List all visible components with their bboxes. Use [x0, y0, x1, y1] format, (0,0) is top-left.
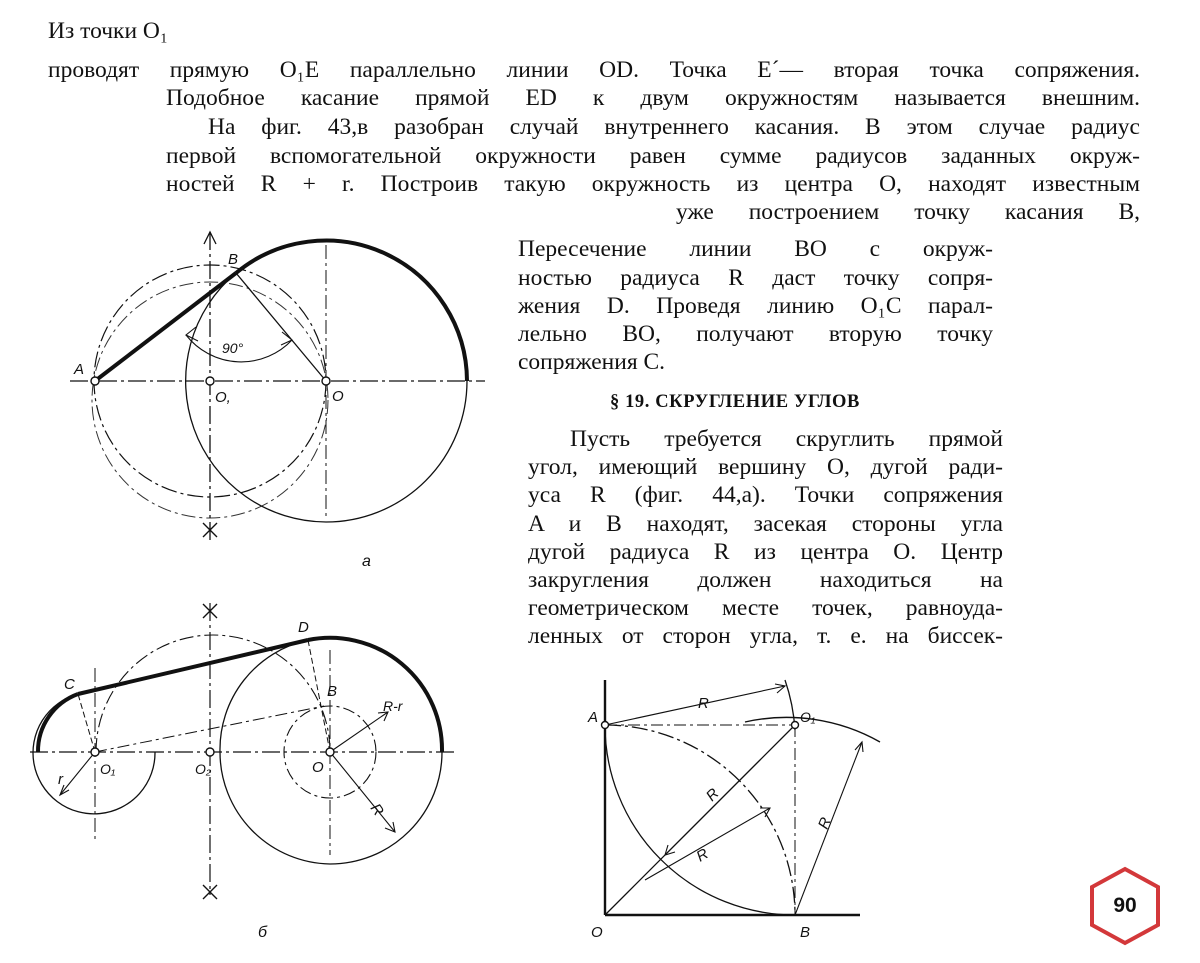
para-line-5: дугой радиуса R из центра O. Центр — [528, 539, 1003, 565]
fig-b-label-D: D — [298, 619, 309, 636]
fig-c-label-R2: R — [702, 785, 723, 805]
fig-b-label-O: O — [312, 759, 324, 776]
para-line-6: закругления должен находиться на — [528, 567, 1003, 593]
text-line-1: Из точки O₁ — [48, 18, 169, 44]
para-line-8: ленных от сторон угла, т. е. на биссек- — [528, 623, 1003, 649]
fig-a-caption: a — [362, 553, 371, 570]
text-line-5: первой вспомогательной окружности равен сумме радиусов заданных окруж- — [166, 143, 1140, 169]
fig-c-label-R3: R — [693, 845, 712, 866]
fig-a-label-A: A — [74, 361, 85, 378]
page-number-badge — [1085, 866, 1165, 946]
text-line-4: На фиг. 43,в разобран случай внутреннего касания. В этом случае радиус — [208, 114, 1140, 140]
fig-b-caption: б — [258, 924, 267, 941]
fig-c-label-O: O — [591, 924, 603, 941]
fig-b-label-O1: O₁ — [100, 761, 116, 777]
fig-b-label-O2: O₂ — [195, 761, 212, 777]
fig-c-label-R1: R — [698, 695, 709, 712]
fig-b-label-r: r — [58, 771, 63, 788]
right-col-line-2: ностью радиуса R даст точку сопря- — [518, 265, 993, 291]
page-number: 90 — [1113, 894, 1137, 917]
right-col-line-5: сопряжения C. — [518, 349, 666, 375]
fig-b-label-Rr: R-r — [383, 698, 403, 714]
fig-a-label-O1: O, — [215, 389, 231, 406]
para-line-3: уса R (фиг. 44,а). Точки сопряжения — [528, 482, 1003, 508]
text-line-7: уже построением точку касания B, — [676, 199, 1140, 225]
fig-c-label-B: B — [800, 924, 811, 941]
text-line-6: ностей R + r. Построив такую окружность из центра O, находят известным — [166, 171, 1140, 197]
para-line-2: угол, имеющий вершину O, дугой ради- — [528, 454, 1003, 480]
fig-a-label-O: O — [332, 388, 344, 405]
para-line-7: геометрическом месте точек, равноуда- — [528, 595, 1003, 621]
fig-b-label-C: C — [64, 676, 75, 693]
text-line-3: Подобное касание прямой ED к двум окружностям называется внешним. — [166, 85, 1140, 111]
fig-b-label-B: B — [327, 683, 338, 700]
fig-c-label-O1: O₁ — [800, 709, 816, 725]
text-line-2: проводят прямую O₁E параллельно линии OD. Точка E´— вторая точка сопряжения. — [48, 57, 1140, 83]
fig-a-label-angle: 90° — [222, 340, 244, 356]
para-line-4: A и B находят, засекая стороны угла — [528, 511, 1003, 537]
para-line-1: Пусть требуется скруглить прямой — [570, 426, 1003, 452]
section-heading: § 19. СКРУГЛЕНИЕ УГЛОВ — [610, 392, 860, 412]
fig-c-label-A: A — [588, 709, 599, 726]
right-col-line-1: Пересечение линии BO с окруж- — [518, 236, 993, 262]
right-col-line-3: жения D. Проведя линию O₁C парал- — [518, 293, 993, 319]
right-col-line-4: лельно BO, получают вторую точку — [518, 321, 993, 347]
fig-a-label-B: B — [228, 251, 239, 268]
fig-c-label-R4: R — [814, 815, 835, 832]
fig-b-label-R: R — [366, 800, 387, 820]
